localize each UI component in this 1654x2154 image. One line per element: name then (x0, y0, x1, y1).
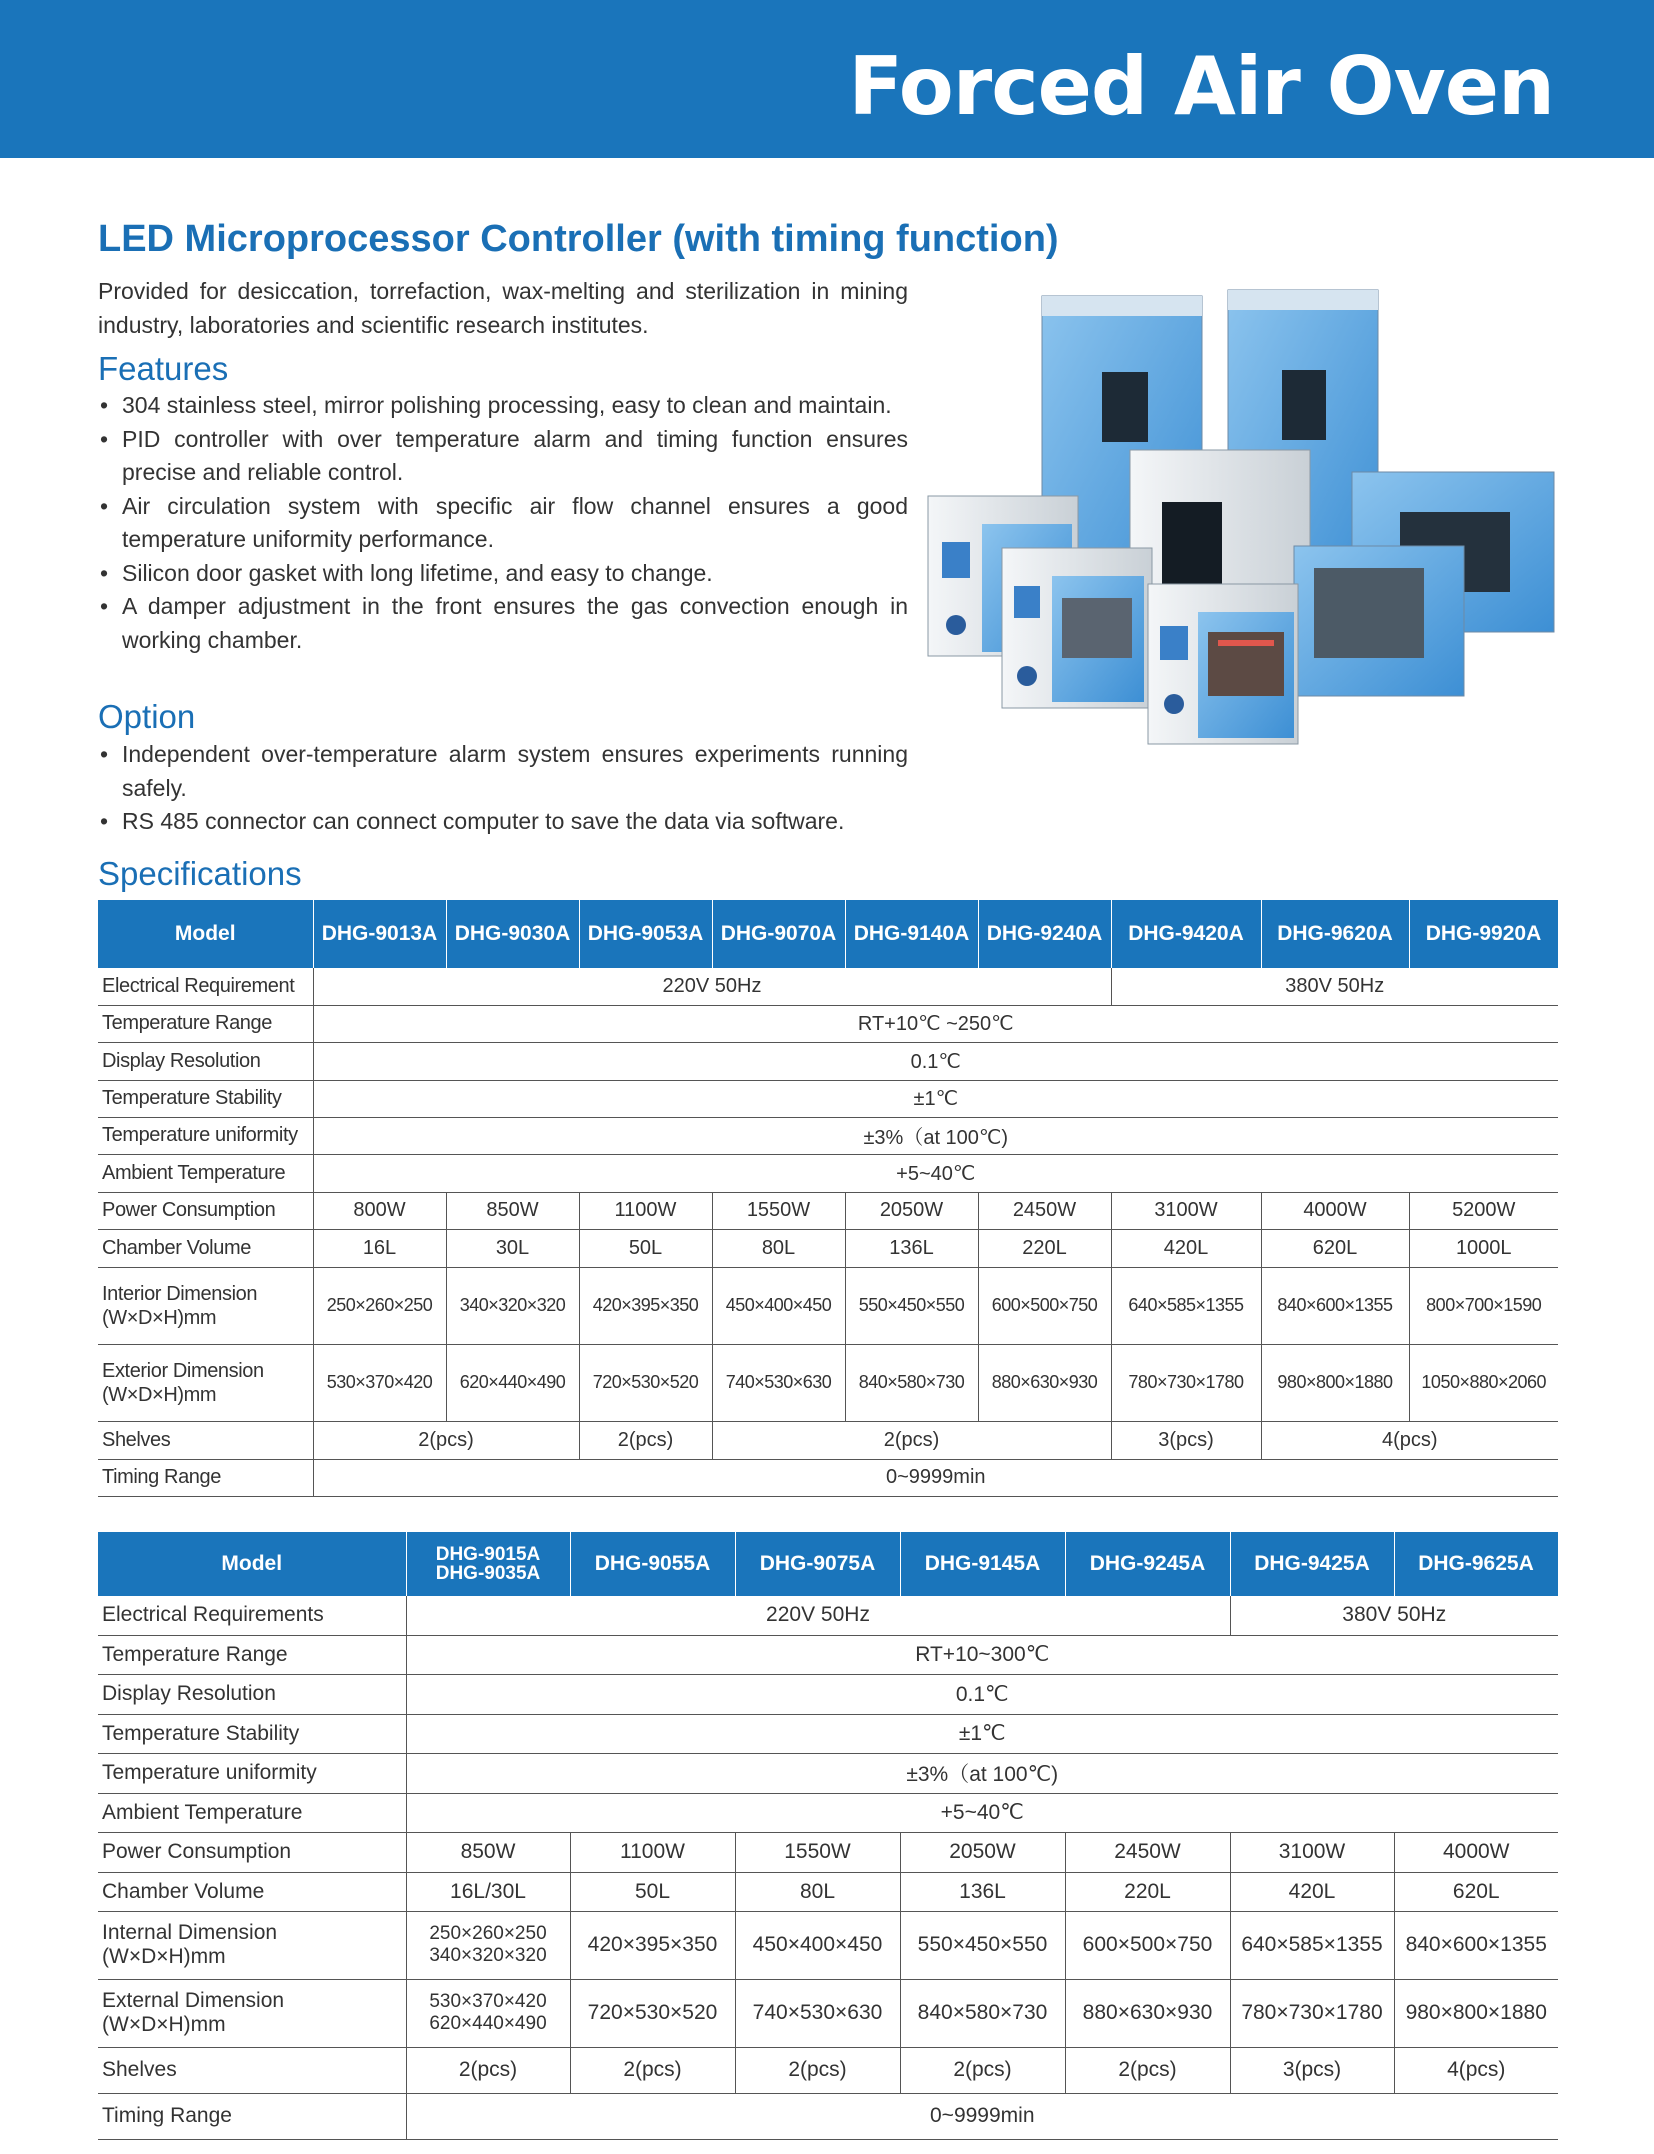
row-label: Chamber Volume (98, 1872, 406, 1911)
section-subtitle: LED Microprocessor Controller (with timing function) (98, 218, 1059, 260)
table-cell: 0.1℃ (406, 1674, 1558, 1714)
table-cell: 620×440×490 (446, 1344, 579, 1421)
spec-table-1 (98, 900, 1559, 1497)
option-item: • Independent over-temperature alarm system ensures experiments running safely. (98, 738, 908, 805)
row-label-line: External Dimension (102, 1989, 285, 2012)
table-cell: +5~40℃ (313, 1154, 1558, 1192)
feature-item: • PID controller with over temperature alarm and timing function ensures precise and reliable control. (98, 423, 908, 490)
table-cell: 30L (446, 1229, 579, 1267)
table-cell: 220L (978, 1229, 1111, 1267)
table-cell: 1550W (712, 1192, 845, 1229)
table-cell: RT+10~300℃ (406, 1635, 1558, 1674)
table-cell: 340×320×320 (446, 1267, 579, 1344)
table-cell: 3100W (1111, 1192, 1261, 1229)
row-label: Chamber Volume (98, 1229, 313, 1267)
table-cell: 600×500×750 (978, 1267, 1111, 1344)
table-row (98, 1042, 1558, 1080)
features-heading: Features (98, 350, 229, 387)
model-column-header: DHG-9013A (313, 900, 446, 968)
table-cell: 600×500×750 (1065, 1911, 1230, 1979)
table-row (98, 1714, 1558, 1753)
table-cell: ±3%（at 100℃) (406, 1753, 1558, 1793)
row-label-line: (W×D×H)mm (102, 2013, 226, 2036)
table-cell: 880×630×930 (978, 1344, 1111, 1421)
model-column-header: DHG-9920A (1409, 900, 1558, 968)
feature-item: • A damper adjustment in the front ensures the gas convection enough in working chamber. (98, 590, 908, 657)
table-row (98, 1832, 1558, 1872)
table-cell: 380V 50Hz (1230, 1596, 1558, 1635)
option-item: • RS 485 connector can connect computer to save the data via software. (98, 805, 908, 839)
table-row (98, 1117, 1558, 1154)
row-label: Timing Range (98, 2093, 406, 2139)
table-cell: 780×730×1780 (1230, 1979, 1394, 2047)
table-cell (406, 1911, 570, 1979)
table-cell: 4(pcs) (1394, 2047, 1558, 2093)
table-row (98, 1793, 1558, 1832)
table-row (98, 1979, 1558, 2047)
table-cell: 840×600×1355 (1394, 1911, 1558, 1979)
model-column-header: DHG-9425A (1230, 1532, 1394, 1596)
table-cell: 420L (1111, 1229, 1261, 1267)
table-cell: ±3%（at 100℃) (313, 1117, 1558, 1154)
table-cell: 4000W (1394, 1832, 1558, 1872)
model-column-header: DHG-9245A (1065, 1532, 1230, 1596)
table-cell: 550×450×550 (845, 1267, 978, 1344)
table-cell: 2(pcs) (313, 1421, 579, 1459)
table-row (98, 1421, 1558, 1459)
table-cell: 136L (845, 1229, 978, 1267)
intro-paragraph: Provided for desiccation, torrefaction, wax-melting and sterilization in mining industry, laboratories and scientific research institutes. (98, 278, 908, 338)
table-cell: 850W (446, 1192, 579, 1229)
title-banner (0, 0, 1654, 158)
row-label: Temperature Stability (98, 1714, 406, 1753)
table-row (98, 1267, 1558, 1344)
table-cell: 16L/30L (406, 1872, 570, 1911)
table-cell: 3100W (1230, 1832, 1394, 1872)
row-label: Ambient Temperature (98, 1154, 313, 1192)
model-header: Model (98, 1532, 406, 1596)
table-cell: 640×585×1355 (1230, 1911, 1394, 1979)
row-label: Electrical Requirements (98, 1596, 406, 1635)
spec-table-2 (98, 1532, 1559, 2140)
table-cell: 5200W (1409, 1192, 1558, 1229)
table-cell: 450×400×450 (735, 1911, 900, 1979)
table-row (98, 1753, 1558, 1793)
row-label-line: (W×D×H)mm (102, 1383, 217, 1406)
option-heading: Option (98, 698, 196, 735)
table-cell: 50L (579, 1229, 712, 1267)
table-cell: 420×395×350 (570, 1911, 735, 1979)
table-cell: 250×260×250 (313, 1267, 446, 1344)
table-cell: 1000L (1409, 1229, 1558, 1267)
cell-line: 620×440×490 (429, 2013, 547, 2034)
row-label: Temperature uniformity (98, 1117, 313, 1154)
page-title: Forced Air Oven (848, 40, 1554, 133)
table-cell: 450×400×450 (712, 1267, 845, 1344)
table-cell: 0.1℃ (313, 1042, 1558, 1080)
model-column-header: DHG-9140A (845, 900, 978, 968)
table-cell: 740×530×630 (735, 1979, 900, 2047)
model-column-header: DHG-9240A (978, 900, 1111, 968)
table-cell: 220L (1065, 1872, 1230, 1911)
model-column-header (406, 1532, 570, 1596)
table-cell: 2(pcs) (1065, 2047, 1230, 2093)
row-label: Temperature Stability (98, 1080, 313, 1117)
table-cell: 620L (1394, 1872, 1558, 1911)
row-label (98, 1911, 406, 1979)
model-column-header: DHG-9420A (1111, 900, 1261, 968)
table-row (98, 1596, 1558, 1635)
table-cell: 640×585×1355 (1111, 1267, 1261, 1344)
table-cell: 0~9999min (313, 1459, 1558, 1496)
table-cell: 720×530×520 (579, 1344, 712, 1421)
row-label: Power Consumption (98, 1832, 406, 1872)
table-row (98, 1344, 1558, 1421)
table-header-row (98, 900, 1558, 968)
model-column-header: DHG-9055A (570, 1532, 735, 1596)
row-label: Display Resolution (98, 1674, 406, 1714)
row-label: Electrical Requirement (98, 968, 313, 1005)
table-header-row (98, 1532, 1558, 1596)
row-label: Power Consumption (98, 1192, 313, 1229)
table-cell: 840×580×730 (900, 1979, 1065, 2047)
table-cell: 80L (735, 1872, 900, 1911)
row-label-line: Exterior Dimension (102, 1359, 264, 1382)
table-row (98, 1459, 1558, 1496)
row-label-line: (W×D×H)mm (102, 1306, 217, 1329)
table-row (98, 1192, 1558, 1229)
table-cell: 2(pcs) (570, 2047, 735, 2093)
product-photo (922, 280, 1562, 750)
table-cell: 50L (570, 1872, 735, 1911)
model-column-header: DHG-9620A (1261, 900, 1409, 968)
table-cell: 550×450×550 (900, 1911, 1065, 1979)
row-label: Ambient Temperature (98, 1793, 406, 1832)
model-column-header: DHG-9053A (579, 900, 712, 968)
row-label (98, 1267, 313, 1344)
model-header: Model (98, 900, 313, 968)
table-cell: 2(pcs) (406, 2047, 570, 2093)
row-label: Temperature Range (98, 1635, 406, 1674)
cell-line: 250×260×250 (429, 1923, 547, 1944)
table-row (98, 1872, 1558, 1911)
table-cell: 2(pcs) (579, 1421, 712, 1459)
table-cell: 380V 50Hz (1111, 968, 1558, 1005)
row-label: Shelves (98, 1421, 313, 1459)
table-cell: 220V 50Hz (406, 1596, 1230, 1635)
row-label-line: Internal Dimension (102, 1921, 278, 1944)
table-row (98, 1080, 1558, 1117)
model-column-header: DHG-9070A (712, 900, 845, 968)
table-cell: 720×530×520 (570, 1979, 735, 2047)
row-label: Temperature Range (98, 1005, 313, 1042)
table-cell: 1050×880×2060 (1409, 1344, 1558, 1421)
table-row (98, 1911, 1558, 1979)
table-cell: 2050W (900, 1832, 1065, 1872)
table-cell: 2(pcs) (712, 1421, 1111, 1459)
table-cell: 2(pcs) (900, 2047, 1065, 2093)
table-cell: 420×395×350 (579, 1267, 712, 1344)
table-cell: ±1℃ (313, 1080, 1558, 1117)
feature-item: • Air circulation system with specific air flow channel ensures a good temperature uniformity performance. (98, 490, 908, 557)
row-label (98, 1979, 406, 2047)
model-column-header: DHG-9075A (735, 1532, 900, 1596)
table-row (98, 2093, 1558, 2139)
table-cell: 740×530×630 (712, 1344, 845, 1421)
table-cell: 980×800×1880 (1394, 1979, 1558, 2047)
features-list (98, 389, 908, 657)
table-cell: 2(pcs) (735, 2047, 900, 2093)
table-cell: +5~40℃ (406, 1793, 1558, 1832)
cell-line: 530×370×420 (429, 1991, 547, 2012)
option-list (98, 738, 908, 839)
table-cell: 4(pcs) (1261, 1421, 1558, 1459)
table-row (98, 968, 1558, 1005)
table-row (98, 1005, 1558, 1042)
table-cell: 800W (313, 1192, 446, 1229)
table-cell: 2450W (1065, 1832, 1230, 1872)
table-cell: 2450W (978, 1192, 1111, 1229)
table-row (98, 2047, 1558, 2093)
row-label: Temperature uniformity (98, 1753, 406, 1793)
row-label-line: (W×D×H)mm (102, 1945, 226, 1968)
table-cell: 3(pcs) (1230, 2047, 1394, 2093)
table-cell: 1550W (735, 1832, 900, 1872)
table-cell: 980×800×1880 (1261, 1344, 1409, 1421)
table-row (98, 1229, 1558, 1267)
table-cell: 220V 50Hz (313, 968, 1111, 1005)
cell-line: 340×320×320 (429, 1945, 547, 1966)
table-cell: 0~9999min (406, 2093, 1558, 2139)
row-label: Timing Range (98, 1459, 313, 1496)
table-cell: ±1℃ (406, 1714, 1558, 1753)
table-cell: 780×730×1780 (1111, 1344, 1261, 1421)
table-cell: 800×700×1590 (1409, 1267, 1558, 1344)
table-cell: 136L (900, 1872, 1065, 1911)
table-cell: RT+10℃ ~250℃ (313, 1005, 1558, 1042)
row-label: Display Resolution (98, 1042, 313, 1080)
row-label-line: Interior Dimension (102, 1282, 258, 1305)
table-cell: 16L (313, 1229, 446, 1267)
table-cell: 1100W (570, 1832, 735, 1872)
table-cell: 840×580×730 (845, 1344, 978, 1421)
table-row (98, 1154, 1558, 1192)
table-cell (406, 1979, 570, 2047)
specifications-heading: Specifications (98, 855, 302, 892)
table-cell: 850W (406, 1832, 570, 1872)
feature-item: • Silicon door gasket with long lifetime, and easy to change. (98, 557, 908, 591)
table-cell: 530×370×420 (313, 1344, 446, 1421)
feature-item: • 304 stainless steel, mirror polishing processing, easy to clean and maintain. (98, 389, 908, 423)
table-cell: 840×600×1355 (1261, 1267, 1409, 1344)
table-cell: 2050W (845, 1192, 978, 1229)
table-cell: 4000W (1261, 1192, 1409, 1229)
table-cell: 420L (1230, 1872, 1394, 1911)
table-cell: 3(pcs) (1111, 1421, 1261, 1459)
table-cell: 620L (1261, 1229, 1409, 1267)
model-name: DHG-9015A (435, 1544, 541, 1565)
model-column-header: DHG-9030A (446, 900, 579, 968)
model-column-header: DHG-9145A (900, 1532, 1065, 1596)
table-row (98, 1635, 1558, 1674)
row-label: Shelves (98, 2047, 406, 2093)
table-cell: 80L (712, 1229, 845, 1267)
table-cell: 880×630×930 (1065, 1979, 1230, 2047)
row-label (98, 1344, 313, 1421)
model-name: DHG-9035A (435, 1563, 541, 1584)
table-cell: 1100W (579, 1192, 712, 1229)
table-row (98, 1674, 1558, 1714)
model-column-header: DHG-9625A (1394, 1532, 1558, 1596)
